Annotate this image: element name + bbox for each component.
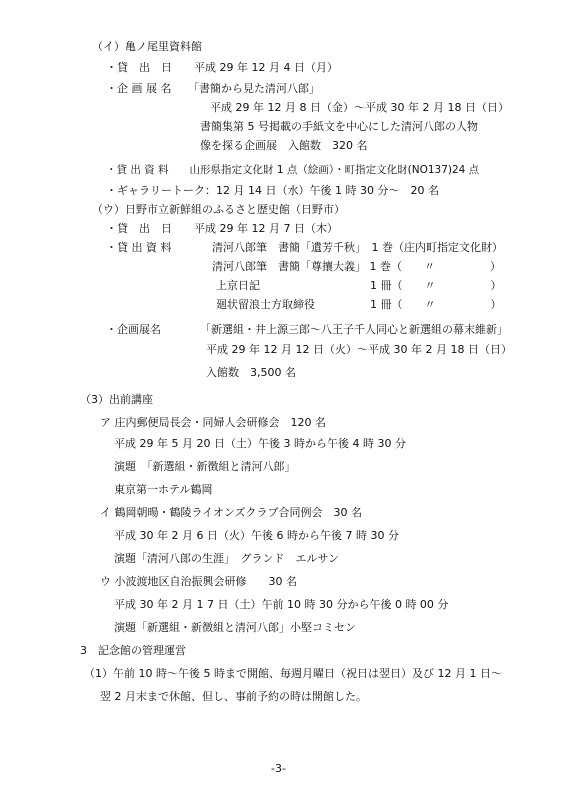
section-u-exhibit-name: 「新選組・井上源三郎〜八王子千人同心と新選組の幕末維新」: [200, 323, 508, 336]
section-u-material-item: 廻状留浪士方取締役 1 冊（ 〃 ）: [216, 298, 502, 311]
lecture-i-title: イ 鶴岡朝暘・鶴陵ライオンズクラブ合同例会 30 名: [100, 506, 362, 519]
section-u-visitors: 入館数 3,500 名: [206, 366, 296, 379]
lecture-a-date: 平成 29 年 5 月 20 日（土）午後 3 時から午後 4 時 30 分: [114, 437, 406, 450]
lecture-u-title: ウ 小波渡地区自治振興会研修 30 名: [100, 575, 297, 588]
section-i-exhibit-period: 平成 29 年 12 月 8 日（金）〜平成 30 年 2 月 18 日（日）: [210, 101, 509, 114]
section-u-material-item: 上京日記 1 冊（ 〃 ）: [216, 279, 502, 292]
section-u-heading: （ウ）日野市立新鮮組のふるさと歴史館（日野市）: [92, 203, 345, 216]
section-i-exhibit-name: ・企 画 展 名 「書簡から見た清河八郎」: [106, 82, 320, 95]
section-u-materials-label: ・貸 出 資 料: [106, 241, 172, 254]
section-u-exhibit-period: 平成 29 年 12 月 12 日（火）〜平成 30 年 2 月 18 日（日）: [206, 343, 512, 356]
lecture-i-topic: 演題「清河八郎の生涯」 グランド エルサン: [114, 552, 339, 565]
section-4-heading: 3 記念館の管理運営: [80, 644, 186, 657]
section-u-material-item: 清河八郎筆 書簡「遺芳千秋」 1 巻（庄内町指定文化財）: [212, 241, 503, 254]
section-i-lending-date: ・貸 出 日 平成 29 年 12 月 4 日（月）: [106, 61, 338, 74]
lecture-u-date: 平成 30 年 2 月 1 7 日（土）午前 10 時 30 分から午後 0 時 00 分: [114, 598, 449, 611]
lecture-i-date: 平成 30 年 2 月 6 日（火）午後 6 時から午後 7 時 30 分: [114, 529, 399, 542]
lecture-a-place: 東京第一ホテル鶴岡: [114, 483, 213, 496]
section-i-gallery-talk: ・ギャラリートーク：12 月 14 日（水）午後 1 時 30 分〜 20 名: [106, 184, 439, 197]
section-i-exhibit-desc-2: 像を探る企画展 入館数 320 名: [200, 139, 368, 152]
section-i-heading: （イ）亀ノ尾里資料館: [92, 40, 202, 53]
lecture-u-topic: 演題「新選組・新徴組と清河八郎」小堅コミセン: [114, 621, 356, 634]
section-3-heading: （3）出前講座: [80, 393, 153, 406]
section-i-exhibit-desc-1: 書簡集第 5 号掲載の手紙文を中心にした清河八郎の人物: [200, 120, 478, 133]
section-4-paragraph-line-2: 翌 2 月末まで休館、但し、事前予約の時は開館した。: [100, 690, 367, 703]
page-number: -3-: [271, 762, 286, 775]
lecture-a-topic: 演題 「新選組・新徴組と清河八郎」: [114, 460, 296, 473]
section-u-exhibit-name-label: ・企画展名: [106, 323, 161, 336]
section-4-paragraph-line-1: （1）午前 10 時〜午後 5 時まで開館、毎週月曜日（祝日は翌日）及び 12 月 1 日〜: [84, 667, 502, 680]
lecture-a-title: ア 庄内郵便局長会・同婦人会研修会 120 名: [100, 416, 326, 429]
section-u-lending-date: ・貸 出 日 平成 29 年 12 月 7 日（木）: [106, 222, 338, 235]
section-i-lent-materials: ・貸 出 資 料 山形県指定文化財 1 点（絵画）・町指定文化財(NO137)24 点: [106, 164, 480, 176]
section-u-material-item: 清河八郎筆 書簡「尊攘大義」 1 巻（ 〃 ）: [212, 260, 501, 273]
